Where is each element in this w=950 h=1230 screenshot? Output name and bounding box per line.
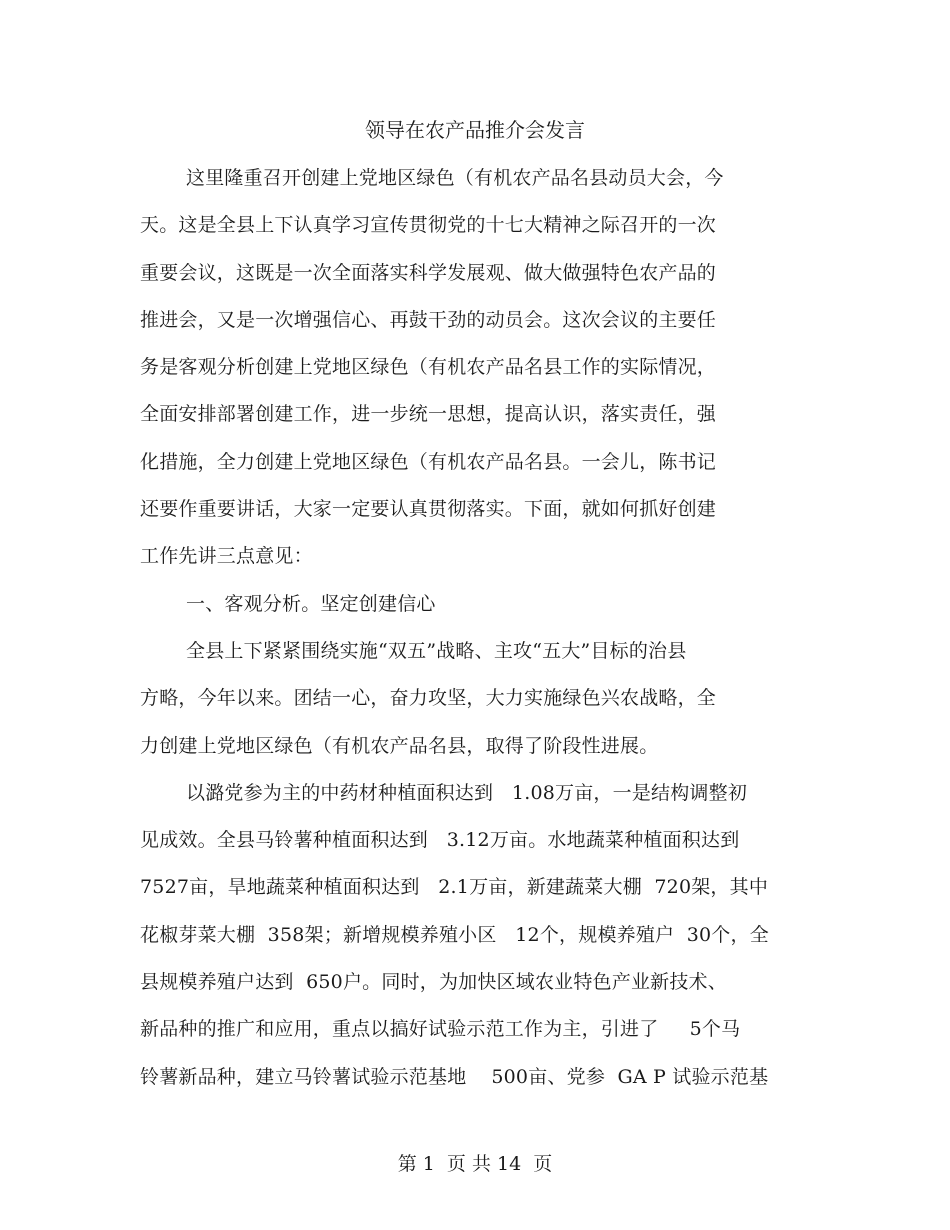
body-line: 见成效。全县马铃薯种植面积达到 3.12万亩。水地蔬菜种植面积达到 <box>140 829 740 852</box>
body-line: 推进会，又是一次增强信心、再鼓干劲的动员会。这次会议的主要任 <box>140 308 717 331</box>
body-line: 方略，今年以来。团结一心，奋力攻坚，大力实施绿色兴农战略，全 <box>140 687 717 710</box>
body-line: 务是客观分析创建上党地区绿色（有机农产品名县工作的实际情况， <box>140 356 717 379</box>
body-line: 力创建上党地区绿色（有机农产品名县，取得了阶段性进展。 <box>140 734 659 757</box>
body-line: 这里隆重召开创建上党地区绿色（有机农产品名县动员大会，今 <box>186 167 724 189</box>
page-footer: 第 1 页 共 14 页 <box>397 1153 553 1175</box>
body-line: 花椒芽菜大棚 358架；新增规模养殖小区 12个，规模养殖户 30个，全 <box>140 923 769 946</box>
body-line: 工作先讲三点意见： <box>140 545 313 568</box>
body-line: 以潞党参为主的中药材种植面积达到 1.08万亩，一是结构调整初 <box>186 781 748 804</box>
body-line: 一、客观分析。坚定创建信心 <box>186 592 436 615</box>
body-line: 化措施，全力创建上党地区绿色（有机农产品名县。一会儿，陈书记 <box>140 450 717 473</box>
body-line: 还要作重要讲话，大家一定要认真贯彻落实。下面，就如何抓好创建 <box>140 498 717 521</box>
document-body <box>140 158 820 1104</box>
body-line: 县规模养殖户达到 650户。同时，为加快区域农业特色产业新技术、 <box>140 971 727 994</box>
body-line: 新品种的推广和应用，重点以搞好试验示范工作为主，引进了 5个马 <box>140 1018 741 1041</box>
document-title: 领导在农产品推介会发言 <box>365 118 585 142</box>
body-line: 全县上下紧紧围绕实施“双五”战略、主攻“五大”目标的治县 <box>186 639 687 662</box>
body-line: 铃薯新品种，建立马铃薯试验示范基地 500亩、党参 GA P 试验示范基 <box>140 1065 769 1088</box>
body-line: 7527亩，旱地蔬菜种植面积达到 2.1万亩，新建蔬菜大棚 720架，其中 <box>140 876 769 899</box>
body-line: 天。这是全县上下认真学习宣传贯彻党的十七大精神之际召开的一次 <box>140 214 717 237</box>
body-line: 重要会议，这既是一次全面落实科学发展观、做大做强特色农产品的 <box>140 261 717 284</box>
body-line: 全面安排部署创建工作，进一步统一思想，提高认识，落实责任，强 <box>140 403 717 426</box>
